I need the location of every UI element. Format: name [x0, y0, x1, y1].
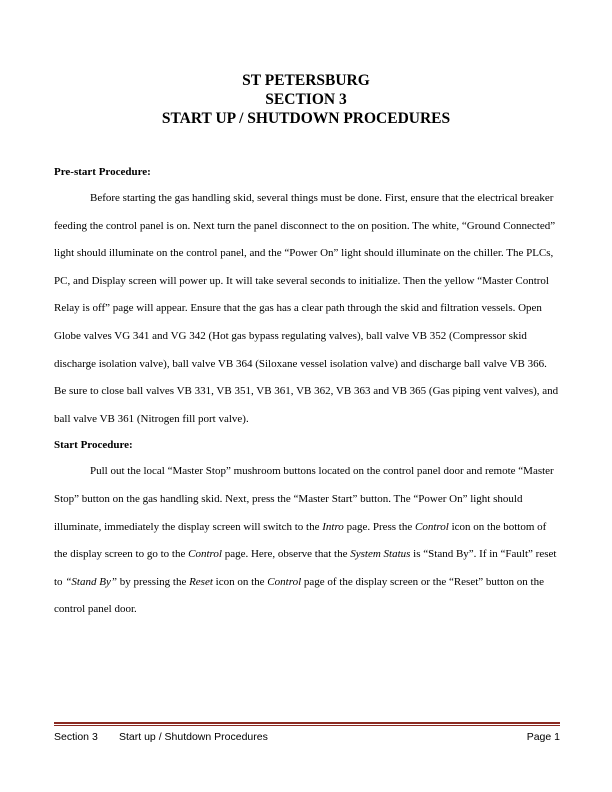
heading-pre-start-procedure: Pre-start Procedure: — [54, 166, 151, 178]
paragraph-text: Before starting the gas handling skid, several things must be done. First, ensure that the electrical breaker feeding the control panel is on. Next turn the panel disconnect to the on position. The white, “Ground Connected” light should illuminate on the control panel, and the “Power On” light should illuminate on the chiller. The PLCs, PC, and Display screen will power up. It will take several seconds to initialize. Then the yellow “Master Control Relay is off” page will appear. Ensure that the gas has a clear path through the skid and filtration vessels. Open Globe valves VG 341 and VG 342 (Hot gas bypass regulating valves), ball valve VB 352 (Compressor skid discharge isolation valve), ball valve VB 364 (Siloxane vessel isolation valve) and discharge ball valve VB 366. Be sure to close ball valves VB 331, VB 351, VB 361, VB 362, VB 363 and VB 365 (Gas piping vent valves), and ball valve VB 361 (Nitrogen fill port valve). — [54, 192, 559, 425]
footer-page-number: Page 1 — [526, 731, 560, 743]
emphasized-text: Control — [188, 548, 222, 561]
paragraph-text: page. Press the — [343, 520, 415, 533]
emphasized-text: “Stand By” — [65, 575, 117, 588]
footer-divider — [54, 722, 560, 724]
emphasized-text: System Status — [350, 548, 411, 561]
body-paragraph — [54, 458, 560, 624]
emphasized-text: Control — [267, 575, 302, 588]
paragraph-text: Pull out the local “Master Stop” mushroom buttons located on the control panel door and remote “Master Stop” button on the gas handling skid. Next, press the “Master Start” button. The “Power On” light should illuminate, immediately the display screen will switch to the — [54, 465, 554, 533]
paragraph-text: icon on the — [212, 575, 268, 588]
paragraph-text: by pressing the — [116, 575, 190, 588]
page-footer — [54, 729, 560, 745]
paragraph-text: icon on the bottom of the display screen to go to the — [54, 520, 547, 561]
footer-title: Start up / Shutdown Procedures — [119, 731, 268, 743]
title-line-city: ST PETERSBURG — [242, 72, 370, 89]
footer-divider-thin — [54, 725, 560, 726]
paragraph-text: page of the display screen or the “Reset” button on the control panel door. — [54, 575, 544, 616]
emphasized-text: Intro — [322, 520, 344, 533]
title-line-procedures: START UP / SHUTDOWN PROCEDURES — [161, 110, 451, 127]
paragraph-text: page. Here, observe that the — [221, 548, 351, 561]
emphasized-text: Control — [415, 520, 449, 533]
heading-start-procedure: Start Procedure: — [54, 439, 133, 452]
title-line-section: SECTION 3 — [265, 91, 347, 108]
paragraph-text: is “Stand By”. If in “Fault” reset to — [54, 548, 557, 588]
emphasized-text: Reset — [189, 575, 213, 588]
footer-section-label: Section 3 — [54, 731, 98, 743]
document-title — [0, 71, 612, 128]
document-body — [54, 160, 560, 624]
body-paragraph — [54, 185, 560, 433]
